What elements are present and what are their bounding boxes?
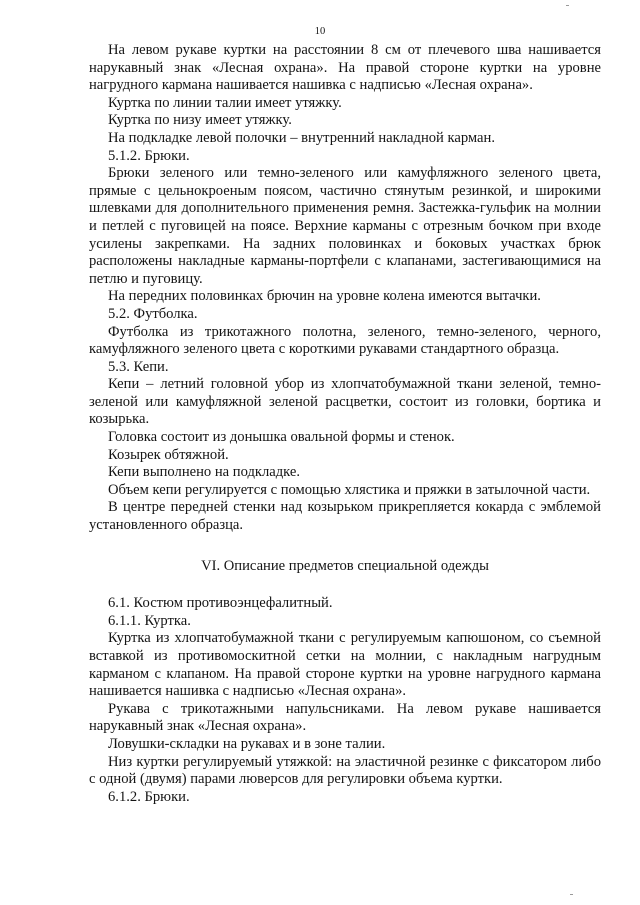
paragraph: Брюки зеленого или темно-зеленого или камуфляжного зеленого цвета, прямые с цельнокроеным поясом, частично стянутым резинкой, и широкими шлевками для дополнительного применения ремня. Застежка-гульфик на молнии и петлей с пуговицей на поясе. Верхние карманы с отрезным бочком при входе усилены закрепками. На задних половинках и боковых участках брюк расположены накладные карманы-портфели с клапанами, застегивающимися на петлю и пуговицу.	[89, 165, 601, 287]
subsection-heading: 6.1.2. Брюки.	[108, 788, 190, 805]
paragraph: Кепи выполнено на подкладке.	[108, 464, 301, 481]
paragraph: Куртка по линии талии имеет утяжку.	[108, 94, 342, 111]
paragraph: В центре передней стенки над козырьком прикрепляется кокарда с эмблемой установленного образца.	[89, 499, 601, 534]
paragraph: Низ куртки регулируемый утяжкой: на эластичной резинке с фиксатором либо с одной (двумя) парами люверсов для регулировки объема куртки.	[89, 753, 601, 788]
section-heading: VI. Описание предметов специальной одежды	[201, 557, 489, 574]
paragraph: Козырек обтяжной.	[108, 446, 229, 463]
paragraph: Футболка из трикотажного полотна, зеленого, темно-зеленого, черного, камуфляжного зеленого цвета с короткими рукавами стандартного образца.	[89, 323, 601, 358]
paragraph: На левом рукаве куртки на расстоянии 8 см от плечевого шва нашивается нарукавный знак «Лесная охрана». На правой стороне куртки на уровне нагрудного кармана нашивается нашивка с надписью «Лесная охрана».	[89, 42, 601, 94]
paragraph: Рукава с трикотажными напульсниками. На левом рукаве нашивается нарукавный знак «Лесная охрана».	[89, 700, 601, 735]
paragraph: Куртка из хлопчатобумажной ткани с регулируемым капюшоном, со съемной вставкой из противомоскитной сетки на молнии, с накладным нагрудным карманом с клапаном. На правой стороне куртки на уровне нагрудного кармана нашивается нашивка с надписью «Лесная охрана».	[89, 630, 601, 700]
paragraph: Кепи – летний головной убор из хлопчатобумажной ткани зеленой, темно-зеленой или камуфляжной зеленой расцветки, состоит из головки, бортика и козырька.	[89, 376, 601, 428]
subsection-heading: 5.3. Кепи.	[108, 358, 169, 375]
scan-speck	[570, 894, 573, 895]
document-body	[89, 42, 601, 806]
subsection-heading: 6.1.1. Куртка.	[108, 612, 191, 629]
scan-speck	[566, 5, 569, 6]
page-number: 10	[314, 26, 326, 37]
paragraph: Куртка по низу имеет утяжку.	[108, 112, 292, 129]
paragraph: На передних половинках брючин на уровне колена имеются вытачки.	[108, 288, 541, 305]
subsection-heading: 5.2. Футболка.	[108, 305, 198, 322]
paragraph: Головка состоит из донышка овальной формы и стенок.	[108, 429, 455, 446]
paragraph: На подкладке левой полочки – внутренний накладной карман.	[108, 129, 495, 146]
paragraph: Ловушки-складки на рукавах и в зоне талии.	[108, 735, 386, 752]
subsection-heading: 5.1.2. Брюки.	[108, 147, 190, 164]
subsection-heading: 6.1. Костюм противоэнцефалитный.	[108, 595, 333, 612]
paragraph: Объем кепи регулируется с помощью хлястика и пряжки в затылочной части.	[108, 481, 591, 498]
